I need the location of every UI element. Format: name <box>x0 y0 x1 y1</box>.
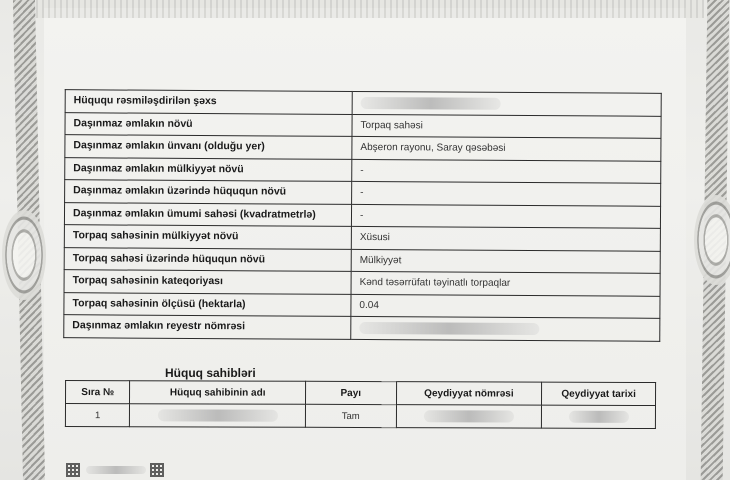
owner-share: Tam <box>305 404 396 427</box>
header-reg-date: Qeydiyyat tarixi <box>542 382 656 405</box>
qr-code-small-icon <box>150 463 164 477</box>
property-value: Abşeron rayonu, Saray qəsəbəsi <box>352 136 661 160</box>
property-value: Xüsusi <box>351 226 660 250</box>
owner-name-redacted <box>130 404 306 428</box>
header-share: Payı <box>305 381 396 404</box>
property-label: Torpaq sahəsinin kateqoriyası <box>64 270 351 294</box>
property-label: Torpaq sahəsinin mülkiyyət növü <box>64 225 351 249</box>
owners-table <box>65 380 656 429</box>
property-value: Kənd təsərrüfatı təyinatlı torpaqlar <box>351 271 660 295</box>
header-owner-name: Hüquq sahibinin adı <box>130 381 306 405</box>
property-value: Torpaq sahəsi <box>352 114 661 138</box>
property-row <box>65 112 661 138</box>
guilloche-border-top <box>30 0 704 18</box>
owner-reg-date-redacted <box>542 405 656 428</box>
redacted-value <box>361 97 501 110</box>
owner-seq: 1 <box>65 403 129 426</box>
property-label: Torpaq sahəsi üzərində hüququn növü <box>64 247 351 271</box>
property-row <box>64 315 660 341</box>
property-value: Mülkiyyət <box>351 249 660 273</box>
header-seq: Sıra № <box>66 380 130 403</box>
security-rosette-right <box>694 195 730 285</box>
property-row <box>64 202 660 228</box>
property-value: 0.04 <box>351 294 660 318</box>
owners-title: Hüquq sahibləri <box>165 366 256 380</box>
property-row <box>65 180 661 206</box>
redacted-value <box>359 322 539 335</box>
property-row <box>64 225 660 251</box>
property-label: Torpaq sahəsinin ölçüsü (hektarla) <box>64 292 351 316</box>
property-label: Daşınmaz əmlakın ümumi sahəsi (kvadratmetrlə) <box>64 202 351 226</box>
owner-reg-number-redacted <box>396 405 542 429</box>
owners-header-row <box>66 380 656 405</box>
property-value <box>352 91 661 115</box>
property-label: Daşınmaz əmlakın ünvanı (olduğu yer) <box>65 135 352 159</box>
footer-redacted-text <box>86 466 146 474</box>
property-label: Daşınmaz əmlakın növü <box>65 112 352 136</box>
property-row <box>64 292 660 318</box>
property-value: - <box>352 181 661 205</box>
security-rosette-left <box>2 210 46 300</box>
property-label: Hüququ rəsmiləşdirilən şəxs <box>65 90 352 114</box>
property-row <box>64 247 660 273</box>
property-row <box>65 135 661 161</box>
property-label: Daşınmaz əmlakın üzərində hüququn növü <box>65 180 352 204</box>
owner-row <box>65 403 655 428</box>
property-row <box>65 157 661 183</box>
property-value: - <box>352 159 661 183</box>
header-reg-number: Qeydiyyat nömrəsi <box>396 382 542 406</box>
property-label: Daşınmaz əmlakın mülkiyyət növü <box>65 157 352 181</box>
property-value: - <box>351 204 660 228</box>
property-row <box>64 270 660 296</box>
property-row <box>65 90 661 116</box>
property-info-table <box>63 89 662 341</box>
property-label: Daşınmaz əmlakın reyestr nömrəsi <box>64 315 351 339</box>
qr-code-icon <box>66 463 80 477</box>
property-value <box>351 316 660 340</box>
